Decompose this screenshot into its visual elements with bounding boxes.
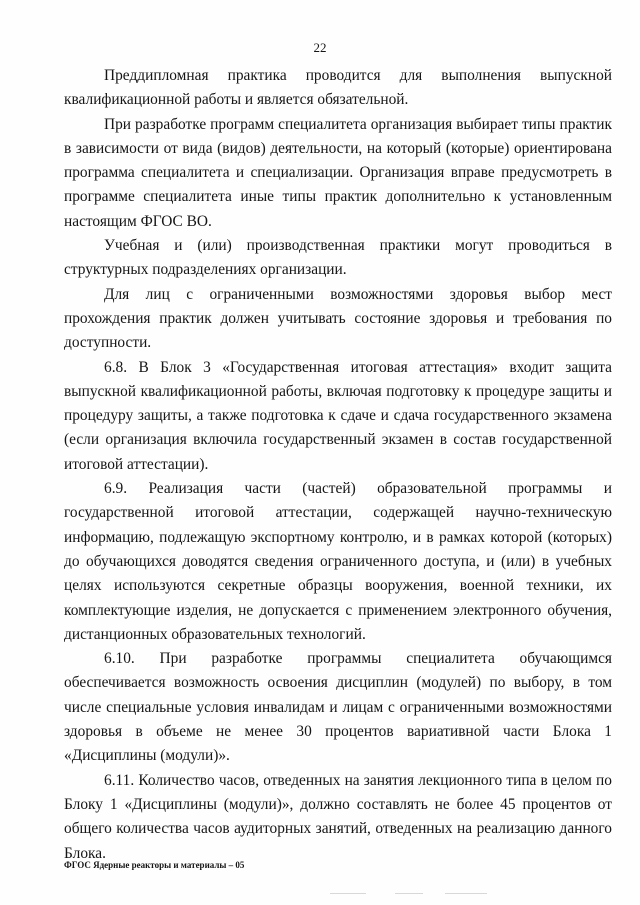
paragraph-pre-diploma-practice: Преддипломная практика проводится для выполнения выпускной квалификационной работы и является обязательной. [64, 67, 612, 109]
page-footer: ФГОС Ядерные реакторы и материалы – 05 [64, 860, 245, 870]
paragraph-6-10: 6.10. При разработке программы специалитета обучающимся обеспечивается возможность освоения дисциплин (модулей) по выбору, в том числе специальные условия инвалидам и лицам с ограниченными возможностями здоровья в объеме не менее 30 процентов вариативной части Блока 1 «Дисциплины (модули)». [64, 650, 612, 765]
page-number: 22 [313, 40, 327, 55]
paragraph-practice-types: При разработке программ специалитета организация выбирает типы практик в зависимости от вида (видов) деятельности, на который (которые) ориентирована программа специалитета и специализации. Организация вправе предусмотреть в программе специалитета иные типы практик дополнительно к установленным настоящим ФГОС ВО. [64, 115, 612, 230]
scan-artifact [445, 893, 487, 894]
paragraph-disabilities-practice: Для лиц с ограниченными возможностями здоровья выбор мест прохождения практик должен учитывать состояние здоровья и требования по доступности. [64, 285, 612, 352]
paragraph-6-11: 6.11. Количество часов, отведенных на занятия лекционного типа в целом по Блоку 1 «Дисциплины (модули)», должно составлять не более 45 процентов от общего количества часов аудиторных занятий, отведенных на реализацию данного Блока. [64, 771, 612, 862]
paragraph-structural-units: Учебная и (или) производственная практики могут проводиться в структурных подразделениях организации. [64, 237, 612, 279]
paragraph-6-9: 6.9. Реализация части (частей) образовательной программы и государственной итоговой аттестации, содержащей научно-техническую информацию, подлежащую экспортному контролю, и в рамках которой (которых) до обучающихся доводятся сведения ограниченного доступа, и (или) в учебных целях используются секретные образцы вооружения, военной техники, их комплектующие изделия, не допускается с применением электронного обучения, дистанционных образовательных технологий. [64, 480, 612, 643]
paragraph-6-8: 6.8. В Блок 3 «Государственная итоговая аттестация» входит защита выпускной квалификационной работы, включая подготовку к процедуре защиты и процедуру защиты, а также подготовка к сдаче и сдача государственного экзамена (если организация включила государственный экзамен в состав государственной итоговой аттестации). [64, 358, 612, 473]
document-body [64, 64, 612, 866]
scan-artifact [330, 893, 366, 894]
scan-artifact [395, 893, 423, 894]
